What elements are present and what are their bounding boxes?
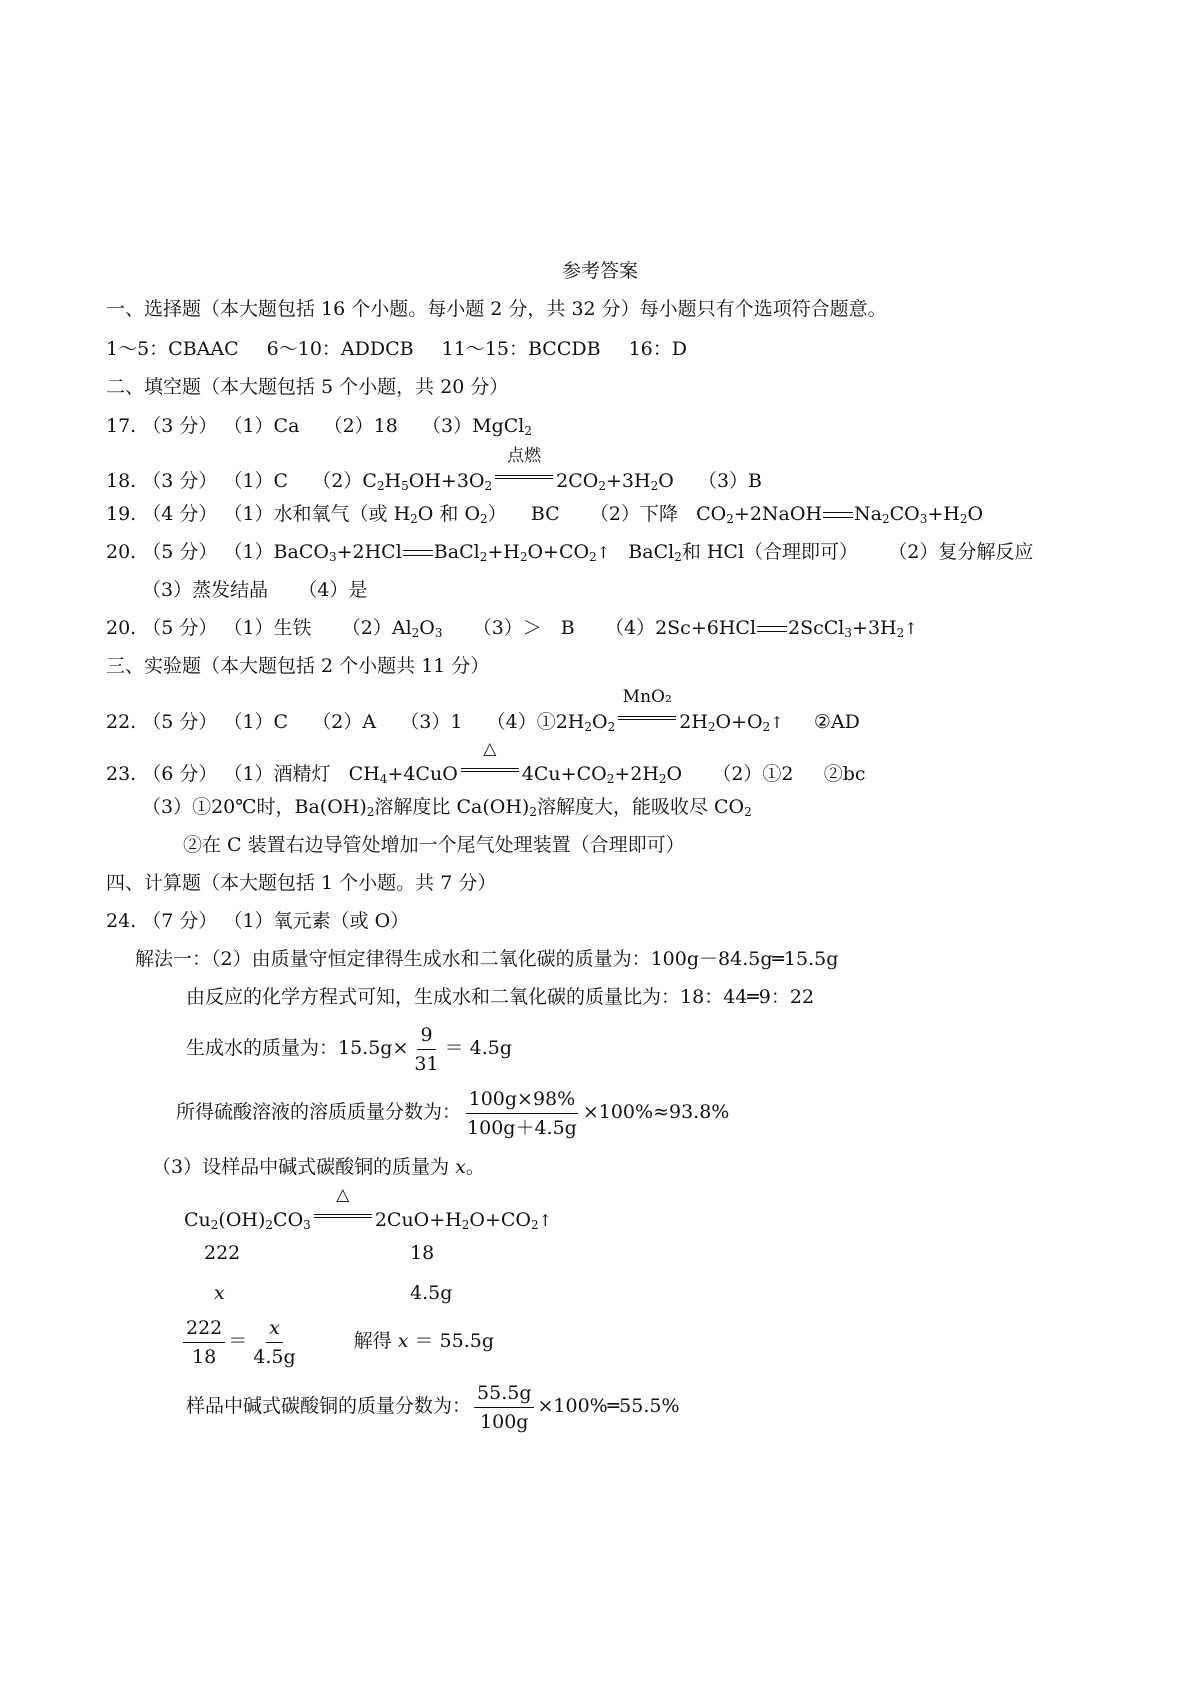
answer-20: 20. （5 分） （1）BaCO$_3$+2HCl $BaCl_2+H_2O+CO_2↑$ BaCl$_2$和 HCl（合理即可） （2）复分解反应 [106, 541, 1034, 564]
answer-part: （2）A [312, 711, 377, 733]
known-mass: 4.5g [410, 1282, 453, 1304]
section-3-heading: 三、实验题（本大题包括 2 个小题共 11 分） [106, 655, 490, 677]
question-number: 24. [106, 910, 137, 932]
unknown-mass: x [214, 1282, 225, 1304]
equation-co2-naoh: $CO_2+2NaOH$ $Na_2CO_3+H_2O$ [696, 503, 984, 526]
mc-answer: 16：D [628, 338, 688, 360]
question-number: 17. [106, 415, 137, 437]
answer-part: ） [487, 503, 507, 525]
part-3-setup [152, 1156, 485, 1178]
reaction-condition: △ [312, 1204, 374, 1226]
question-number: 22. [106, 711, 137, 733]
answer-part: （1）氧元素（或 O） [223, 910, 410, 932]
water-mass-calc [186, 1022, 512, 1076]
answer-part: ②AD [813, 711, 860, 733]
answer-part: 溶解度比 Ca(OH) [374, 796, 530, 818]
answer-part: （1）Ca [223, 415, 300, 437]
reaction-condition: 点燃 [493, 465, 555, 487]
question-score: （3 分） [142, 470, 218, 492]
answer-part: （2）下降 [589, 503, 679, 525]
fraction: $\frac{100g\times 98\%}{100g+4.5g}$ [467, 1087, 577, 1139]
answer-23-part-3b: ②在 C 装置右边导管处增加一个尾气处理装置（合理即可） [183, 834, 685, 856]
question-score: （7 分） [142, 910, 218, 932]
calc-text: 生成水的质量为：15.5g× [186, 1037, 409, 1059]
answer-part: 溶解度大，能吸收尽 CO [536, 796, 745, 818]
answer-21: 20. （5 分） （1）生铁 $(2)Al_2O_3$ （3）＞ B （4）2Sc+6HCl $2ScCl_3+3H_2↑$ [106, 617, 918, 640]
calc-text: ×100%═55.5% [537, 1395, 680, 1417]
answer-part: （3）1 [400, 711, 463, 733]
answer-part: （4） [604, 617, 656, 639]
proportion-equation [180, 1315, 494, 1369]
section-2-heading: 二、填空题（本大题包括 5 个小题，共 20 分） [106, 376, 509, 398]
question-number: 19. [106, 503, 137, 525]
reaction-condition: △ [459, 758, 521, 780]
answer-part: O 和 O [417, 503, 481, 525]
answer-part: （2） [341, 617, 392, 639]
method-1-line: 解法一：（2）由质量守恒定律得生成水和二氧化碳的质量为：100g－84.5g═15.5g [135, 948, 839, 970]
method-1-ratio: 由反应的化学方程式可知，生成水和二氧化碳的质量比为：18：44═9：22 [186, 986, 815, 1008]
answer-part: （1）C [223, 470, 289, 492]
page-title: 参考答案 [561, 260, 638, 282]
mc-answer: 1～5：CBAAC [106, 338, 239, 360]
answer-23-part-3: （3）①20℃时，$Ba(OH)_2$溶解度比 $Ca(OH)_2$溶解度大，能吸收尽 $CO_2$ [142, 796, 752, 819]
answer-22 [106, 687, 860, 734]
acid-mass-fraction-calc [176, 1086, 729, 1140]
question-number: 20. [106, 617, 137, 639]
calc-text: ＝ 4.5g [444, 1037, 512, 1059]
calc-text: 样品中碱式碳酸铜的质量分数为： [186, 1395, 472, 1417]
question-number: 20. [106, 541, 137, 563]
question-number: 23. [106, 763, 137, 785]
final-mass-fraction-calc [186, 1380, 680, 1434]
answer-17 [106, 415, 532, 437]
question-score: （3 分） [142, 415, 218, 437]
equation-ch4-cuo: $CH_4+4CuO$ △ $4Cu+CO_2+2H_2O$ [348, 739, 683, 786]
answer-part: （4）是 [298, 579, 368, 601]
fraction: $\frac{9}{31}$ [414, 1023, 439, 1075]
equation-h2o2-decomposition: $2H_2O_2$ MnO₂ $2H_2O+O_2↑$ [555, 687, 784, 734]
molar-mass-2: 18 [410, 1242, 435, 1264]
question-score: （5 分） [142, 541, 218, 563]
answer-part: BaCl [628, 541, 675, 563]
question-score: （5 分） [142, 711, 218, 733]
answer-part: （1）水和氧气（或 H [223, 503, 411, 525]
calc-text: 所得硫酸溶液的溶质质量分数为： [176, 1101, 462, 1123]
answer-18 [106, 446, 763, 493]
calc-text: ＝ [228, 1330, 248, 1352]
fraction: $\frac{222}{18}$ [183, 1316, 225, 1369]
answer-20-cont [142, 579, 367, 601]
answer-part: ②bc [823, 763, 866, 785]
equation-baco3-hcl: BaCO$_3$+2HCl $BaCl_2+H_2O+CO_2↑$ [273, 541, 611, 564]
mc-answers [106, 338, 687, 360]
equation-ethanol-combustion: $C_2H_5OH+3O_2$ 点燃 $2CO_2+3H_2O$ [362, 446, 674, 493]
equation-sc-hcl: 2Sc+6HCl $2ScCl_3+3H_2↑$ [655, 617, 918, 640]
answer-24 [106, 910, 409, 932]
section-1-heading: 一、选择题（本大题包括 16 个小题。每小题 2 分，共 32 分）每小题只有个选项符合题意。 [106, 298, 887, 320]
answer-19: 19. （4 分） （1）水和氧气（或 $H_2O$ 和 $O_2$） BC （2）下降 $CO_2+2NaOH$ $Na_2CO_3+H_2O$ [106, 503, 984, 526]
reaction-condition: MnO₂ [616, 706, 678, 728]
question-score: （6 分） [142, 763, 218, 785]
calc-text: ×100%≈93.8% [582, 1101, 730, 1123]
answer-part: （1）C [223, 711, 289, 733]
molar-mass-1: 222 [204, 1242, 241, 1264]
answer-part: （3）①20℃时，Ba(OH) [142, 796, 367, 818]
calc-text: ＝ 55.5g [414, 1330, 494, 1352]
answer-part: （3）＞ B [472, 617, 575, 639]
equation-cu2oh2co3-decomposition: $Cu_2(OH)_2CO_3$ △ $2CuO+H_2O+CO_2↑$ [184, 1185, 553, 1232]
question-number: 18. [106, 470, 137, 492]
mc-answer: 6～10：ADDCB [266, 338, 414, 360]
answer-part: （3）蒸发结晶 [142, 579, 269, 601]
answer-part: （1） [223, 541, 274, 563]
answer-part: BC [530, 503, 560, 525]
calc-text: （3）设样品中碱式碳酸铜的质量为 [152, 1156, 456, 1178]
question-score: （5 分） [142, 617, 218, 639]
answer-part: （2）①2 [712, 763, 794, 785]
subscript: 2 [524, 424, 532, 438]
variable: x [455, 1156, 466, 1178]
answer-23 [106, 739, 866, 786]
answer-part: 和 HCl（合理即可） [681, 541, 859, 563]
calc-text: 。 [465, 1156, 485, 1178]
answer-part: （2） [312, 470, 363, 492]
answer-part: （1）生铁 [223, 617, 312, 639]
answer-part: （2）18 [323, 415, 398, 437]
section-4-heading: 四、计算题（本大题包括 1 个小题。共 7 分） [106, 872, 497, 894]
answer-part: （3）B [697, 470, 763, 492]
variable: x [397, 1330, 409, 1352]
question-score: （4 分） [142, 503, 218, 525]
mc-answer: 11～15：BCCDB [441, 338, 601, 360]
fraction: $\frac{55.5g}{100g}$ [474, 1381, 534, 1434]
fraction: $\frac{x}{4.5g}$ [253, 1316, 296, 1368]
calc-text: 解得 [353, 1330, 398, 1352]
answer-part: （3）MgCl [422, 415, 525, 437]
answer-part: （4）① [486, 711, 556, 733]
answer-part: （2）复分解反应 [888, 541, 1034, 563]
answer-part: （1）酒精灯 [223, 763, 331, 785]
